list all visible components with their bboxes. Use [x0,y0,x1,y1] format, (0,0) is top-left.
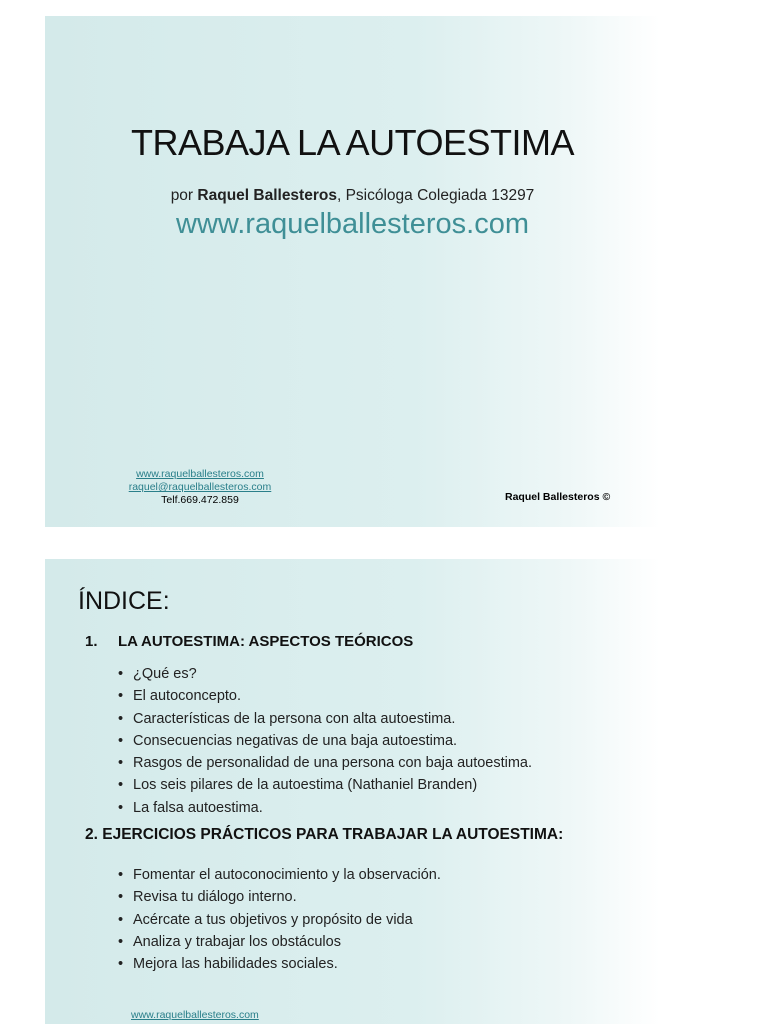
author-byline [45,187,660,205]
bullet-icon: • [118,911,124,928]
section-1-heading [85,633,413,650]
contact-phone: Telf.669.472.859 [161,494,239,506]
website-link[interactable]: www.raquelballesteros.com [176,208,529,240]
bullet-icon: • [118,732,124,749]
index-title: ÍNDICE: [78,587,170,615]
bullet-icon: • [118,755,124,772]
list-item: • Revisa tu diálogo interno. [118,886,441,908]
section-1-number: 1. [85,633,98,650]
section-2-list [118,864,441,975]
author-name: Raquel Ballesteros [197,187,337,204]
byline-credentials: , Psicóloga Colegiada 13297 [336,187,535,204]
list-item: • Acércate a tus objetivos y propósito de vida [118,909,441,931]
list-item: • Analiza y trabajar los obstáculos [118,931,441,953]
bullet-icon: • [118,710,124,727]
bullet-icon: • [118,867,124,883]
document-title: TRABAJA LA AUTOESTIMA [131,122,574,163]
list-item: • El autoconcepto. [118,685,532,707]
bullet-icon: • [118,688,124,705]
bullet-icon: • [118,777,124,794]
footer-website-link[interactable]: www.raquelballesteros.com [131,1009,259,1021]
list-item: • Mejora las habilidades sociales. [118,953,441,975]
list-item: • Rasgos de personalidad de una persona con baja autoestima. [118,752,532,774]
section-1-title: LA AUTOESTIMA: ASPECTOS TEÓRICOS [118,633,414,650]
bullet-icon: • [118,956,124,973]
list-item: • Los seis pilares de la autoestima (Nathaniel Branden) [118,774,532,796]
contact-email-link[interactable]: raquel@raquelballesteros.com [128,481,272,493]
section-2-heading: 2. EJERCICIOS PRÁCTICOS PARA TRABAJAR LA AUTOESTIMA: [85,826,564,843]
contact-website-link[interactable]: www.raquelballesteros.com [136,468,264,480]
section-1-list [118,663,532,819]
bullet-icon: • [118,933,124,950]
list-item: • Características de la persona con alta autoestima. [118,708,532,730]
bullet-icon: • [118,889,124,906]
copyright-notice: Raquel Ballesteros © [505,491,611,503]
index-slide [45,559,660,1024]
bullet-icon: • [118,666,124,682]
bullet-icon: • [118,799,124,816]
list-item: • La falsa autoestima. [118,797,532,819]
title-slide [45,16,660,527]
list-item: • Fomentar el autoconocimiento y la observación. [118,864,441,886]
byline-prefix: por [170,187,198,204]
list-item: • Consecuencias negativas de una baja autoestima. [118,730,532,752]
list-item: • ¿Qué es? [118,663,532,685]
contact-block [115,468,285,507]
